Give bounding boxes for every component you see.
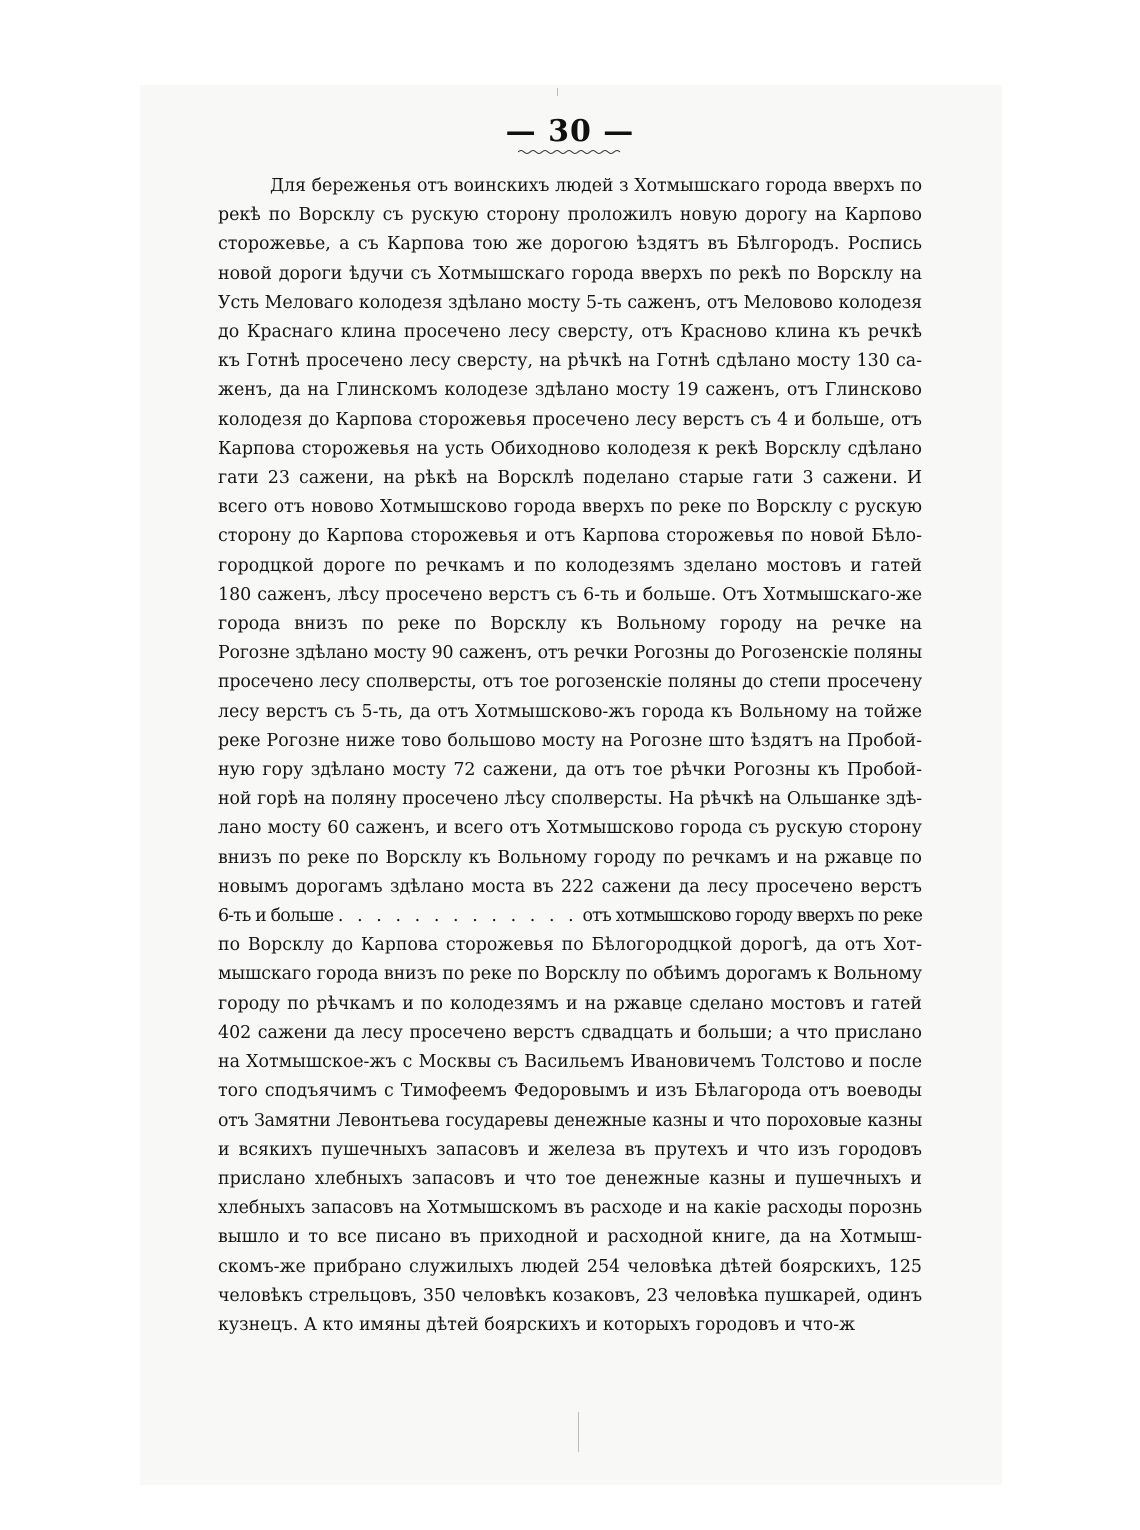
text-line: 402 сажени да лесу просечено верстъ сдвадцать и больши; а что прислано xyxy=(218,1022,922,1043)
text-line: человѣкъ стрельцовъ, 350 человѣкъ козаковъ, 23 человѣка пушкарей, одинъ xyxy=(218,1285,922,1306)
text-line: городу по рѣчкамъ и по колодезямъ и на ржавце сделано мостовъ и гатей xyxy=(218,993,922,1014)
text-line: отъ Замятни Левонтьева государевы денежные казны и что пороховые казны xyxy=(218,1110,922,1131)
text-line: мышскаго города внизъ по реке по Ворсклу по обѣимъ дорогамъ к Вольному xyxy=(218,964,922,985)
text-line-end: отъ хотмышсково городу вверхъ по реке xyxy=(582,906,922,927)
text-line: реке Рогозне ниже тово большово мосту на Рогозне што ѣздятъ на Пробой- xyxy=(218,730,922,751)
text-line: гати 23 сажени, на рѣкѣ на Ворсклѣ поделано старые гати 3 сажени. И xyxy=(218,468,922,489)
text-line: того сподъячимъ с Тимофеемъ Федоровымъ и изъ Бѣлагорода отъ воеводы xyxy=(218,1081,922,1102)
text-line: сторожевье, а съ Карпова тою же дорогою ѣздятъ въ Бѣлгородъ. Роспись xyxy=(218,234,922,255)
page-number: — 30 — xyxy=(505,114,635,149)
text-line: Усть Меловаго колодезя здѣлано мосту 5-ть саженъ, отъ Меловово колодезя xyxy=(218,292,922,313)
bottom-margin-mark xyxy=(578,1412,579,1452)
text-line: по Ворсклу до Карпова сторожевья по Бѣлогородцкой дорогѣ, да отъ Хот- xyxy=(218,935,922,956)
dot-leader: . . . . . . . . . . . . . xyxy=(337,906,578,927)
text-line: женъ, да на Глинскомъ колодезе здѣлано мосту 19 саженъ, отъ Глинсково xyxy=(218,380,922,401)
body-text xyxy=(218,172,922,1340)
text-line: всего отъ новово Хотмышсково города вверхъ по реке по Ворсклу с рускую xyxy=(218,497,922,518)
page-header xyxy=(0,114,1140,155)
text-line: просечено лесу сполверсты, отъ тое рогозенскіе поляны до степи просечену xyxy=(218,672,922,693)
text-line: Для береженья отъ воинскихъ людей з Хотмышскаго города вверхъ по xyxy=(270,176,922,196)
text-line: 180 саженъ, лѣсу просечено верстъ съ 6-ть и больше. Отъ Хотмышскаго-же xyxy=(218,584,922,605)
text-line: хлебныхъ запасовъ на Хотмышскомъ въ расходе и на какіе расходы порознь xyxy=(218,1198,922,1219)
text-line: прислано хлебныхъ запасовъ и что тое денежные казны и пушечныхъ и xyxy=(218,1168,922,1189)
dotted-text-line xyxy=(218,902,922,931)
text-line: рекѣ по Ворсклу съ рускую сторону проложилъ новую дорогу на Карпово xyxy=(218,205,922,226)
text-line: къ Готнѣ просечено лесу сверсту, на рѣчкѣ на Готнѣ сдѣлано мосту 130 са- xyxy=(218,351,922,372)
text-line: Карпова сторожевья на усть Обиходново колодезя к рекѣ Ворсклу сдѣлано xyxy=(218,438,922,459)
text-line: новымъ дорогамъ здѣлано моста въ 222 сажени да лесу просечено верстъ xyxy=(218,876,922,897)
text-line: Рогозне здѣлано мосту 90 саженъ, отъ речки Рогозны до Рогозенскіе поляны xyxy=(218,643,922,664)
text-line: ной горѣ на поляну просечено лѣсу сполверсты. На рѣчкѣ на Ольшанке здѣ- xyxy=(218,789,922,810)
text-line: лесу верстъ съ 5-ть, да отъ Хотмышсково-жъ города къ Вольному на тойже xyxy=(218,701,922,722)
text-line: скомъ-же прибрано служилыхъ людей 254 человѣка дѣтей боярскихъ, 125 xyxy=(218,1256,922,1277)
text-line: вышло и то все писано въ приходной и расходной книге, да на Хотмыш- xyxy=(218,1227,922,1248)
text-line: до Краснаго клина просечено лесу сверсту, отъ Красново клина къ речкѣ xyxy=(218,322,922,343)
text-line: и всякихъ пушечныхъ запасовъ и железа въ прутехъ и что изъ городовъ xyxy=(218,1139,922,1160)
text-line: городцкой дороге по речкамъ и по колодезямъ зделано мостовъ и гатей xyxy=(218,555,922,576)
top-margin-mark xyxy=(557,88,558,96)
text-line: на Хотмышское-жъ с Москвы съ Васильемъ Ивановичемъ Толстово и после xyxy=(218,1052,922,1073)
text-line: лано мосту 60 саженъ, и всего отъ Хотмышсково города съ рускую сторону xyxy=(218,818,922,839)
text-line: ную гору здѣлано мосту 72 сажени, да отъ тое рѣчки Рогозны къ Пробой- xyxy=(218,760,922,781)
text-line: сторону до Карпова сторожевья и отъ Карпова сторожевья по новой Бѣло- xyxy=(218,526,922,547)
text-line: колодезя до Карпова сторожевья просечено лесу верстъ съ 4 и больше, отъ xyxy=(218,409,922,430)
text-line-start: 6-ть и больше xyxy=(218,906,334,927)
text-line: города внизъ по реке по Ворсклу къ Вольному городу на речке на xyxy=(218,614,922,635)
wavy-rule-ornament xyxy=(518,149,622,155)
text-line: внизъ по реке по Ворсклу къ Вольному городу по речкамъ и на ржавце по xyxy=(218,847,922,868)
text-line: кузнецъ. А кто имяны дѣтей боярскихъ и которыхъ городовъ и что-ж xyxy=(218,1314,856,1335)
text-line: новой дороги ѣдучи съ Хотмышскаго города вверхъ по рекѣ по Ворсклу на xyxy=(218,263,922,284)
